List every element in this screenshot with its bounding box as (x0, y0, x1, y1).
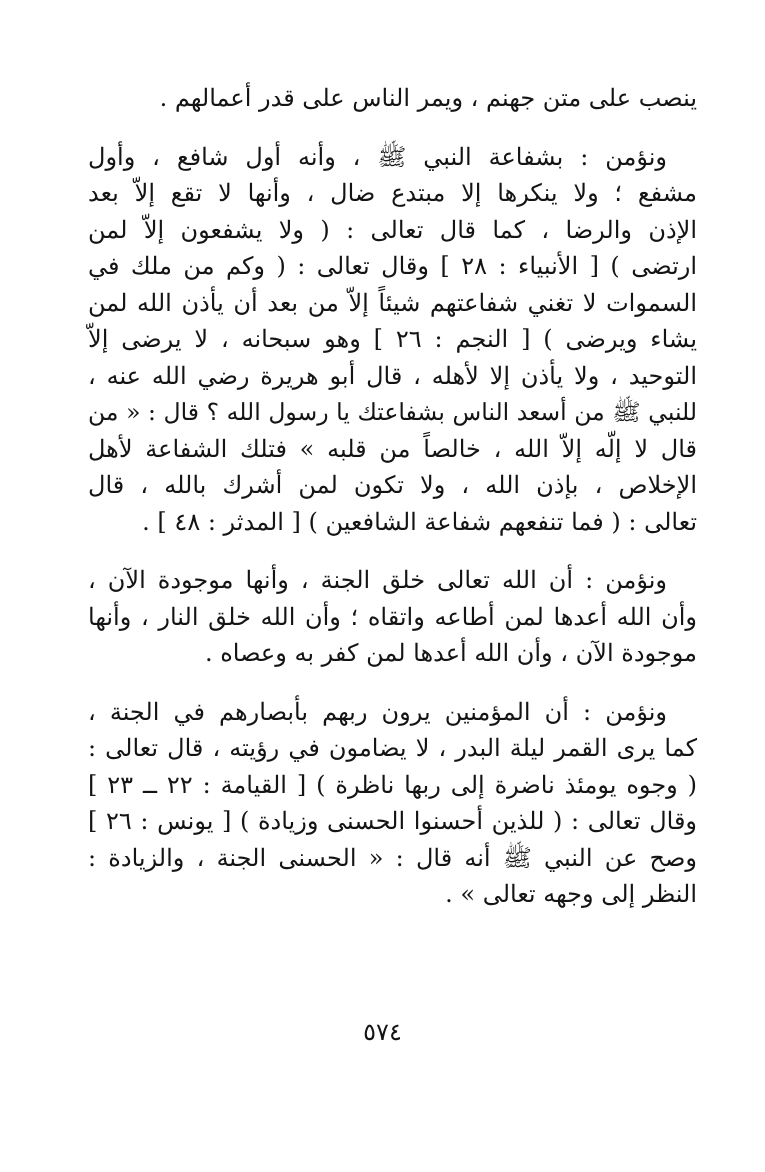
text-line: ونؤمن : أن المؤمنين يرون ربهم بأبصارهم في الجنة ، (88, 697, 667, 726)
text-line: الإذن والرضا ، كما قال تعالى : ( ولا يشفعون إلاّ لمن (88, 215, 697, 244)
text-line: ( وجوه يومئذ ناضرة إلى ربها ناظرة ) [ القيامة : ٢٢ ــ ٢٣ ] (88, 770, 697, 799)
text-line: للنبي ﷺ من أسعد الناس بشفاعتك يا رسول الله ؟ قال : « من (88, 398, 697, 426)
paragraph-shafaah (88, 139, 697, 541)
page-number: ٥٧٤ (363, 1018, 402, 1046)
text-line: قال لا إلّه إلاّ الله ، خالصاً من قلبه » فتلك الشفاعة لأهل (88, 434, 697, 463)
text-line: ارتضى ) [ الأنبياء : ٢٨ ] وقال تعالى : ( وكم من ملك في (88, 252, 697, 280)
text-line: تعالى : ( فما تنفعهم شفاعة الشافعين ) [ المدثر : ٤٨ ] . (142, 507, 697, 536)
paragraph-jannah (88, 562, 697, 672)
text-line: كما يرى القمر ليلة البدر ، لا يضامون في رؤيته ، قال تعالى : (88, 734, 697, 762)
text-line: مشفع ؛ ولا ينكرها إلا مبتدع ضال ، وأنها لا تقع إلاّ بعد (88, 179, 697, 207)
text-line: السموات لا تغني شفاعتهم شيئاً إلاّ من بعد أن يأذن الله لمن (88, 288, 697, 317)
text-line: ونؤمن : بشفاعة النبي ﷺ ، وأنه أول شافع ، وأول (88, 142, 667, 171)
text-line: الإخلاص ، بإذن الله ، ولا تكون لمن أشرك بالله ، قال (88, 471, 697, 499)
text-line: وقال تعالى : ( للذين أحسنوا الحسنى وزيادة ) [ يونس : ٢٦ ] (88, 807, 698, 835)
text-line: موجودة الآن ، وأن الله أعدها لمن كفر به وعصاه . (204, 639, 697, 667)
text-line: ينصب على متن جهنم ، ويمر الناس على قدر أعمالهم . (159, 84, 697, 112)
text-line: التوحيد ، ولا يأذن إلا لأهله ، قال أبو هريرة رضي الله عنه ، (88, 361, 697, 390)
text-line: النظر إلى وجهه تعالى » . (445, 880, 697, 908)
text-line: وصح عن النبي ﷺ أنه قال : « الحسنى الجنة ، والزيادة : (88, 843, 697, 872)
paragraph-ruyah (88, 694, 697, 913)
text-line: يشاء ويرضى ) [ النجم : ٢٦ ] وهو سبحانه ، لا يرضى إلاّ (88, 325, 697, 353)
text-line: ونؤمن : أن الله تعالى خلق الجنة ، وأنها موجودة الآن ، (88, 566, 667, 594)
paragraph-sirat (88, 80, 697, 117)
page-body (88, 80, 697, 935)
text-line: وأن الله أعدها لمن أطاعه واتقاه ؛ وأن الله خلق النار ، وأنها (88, 602, 697, 631)
